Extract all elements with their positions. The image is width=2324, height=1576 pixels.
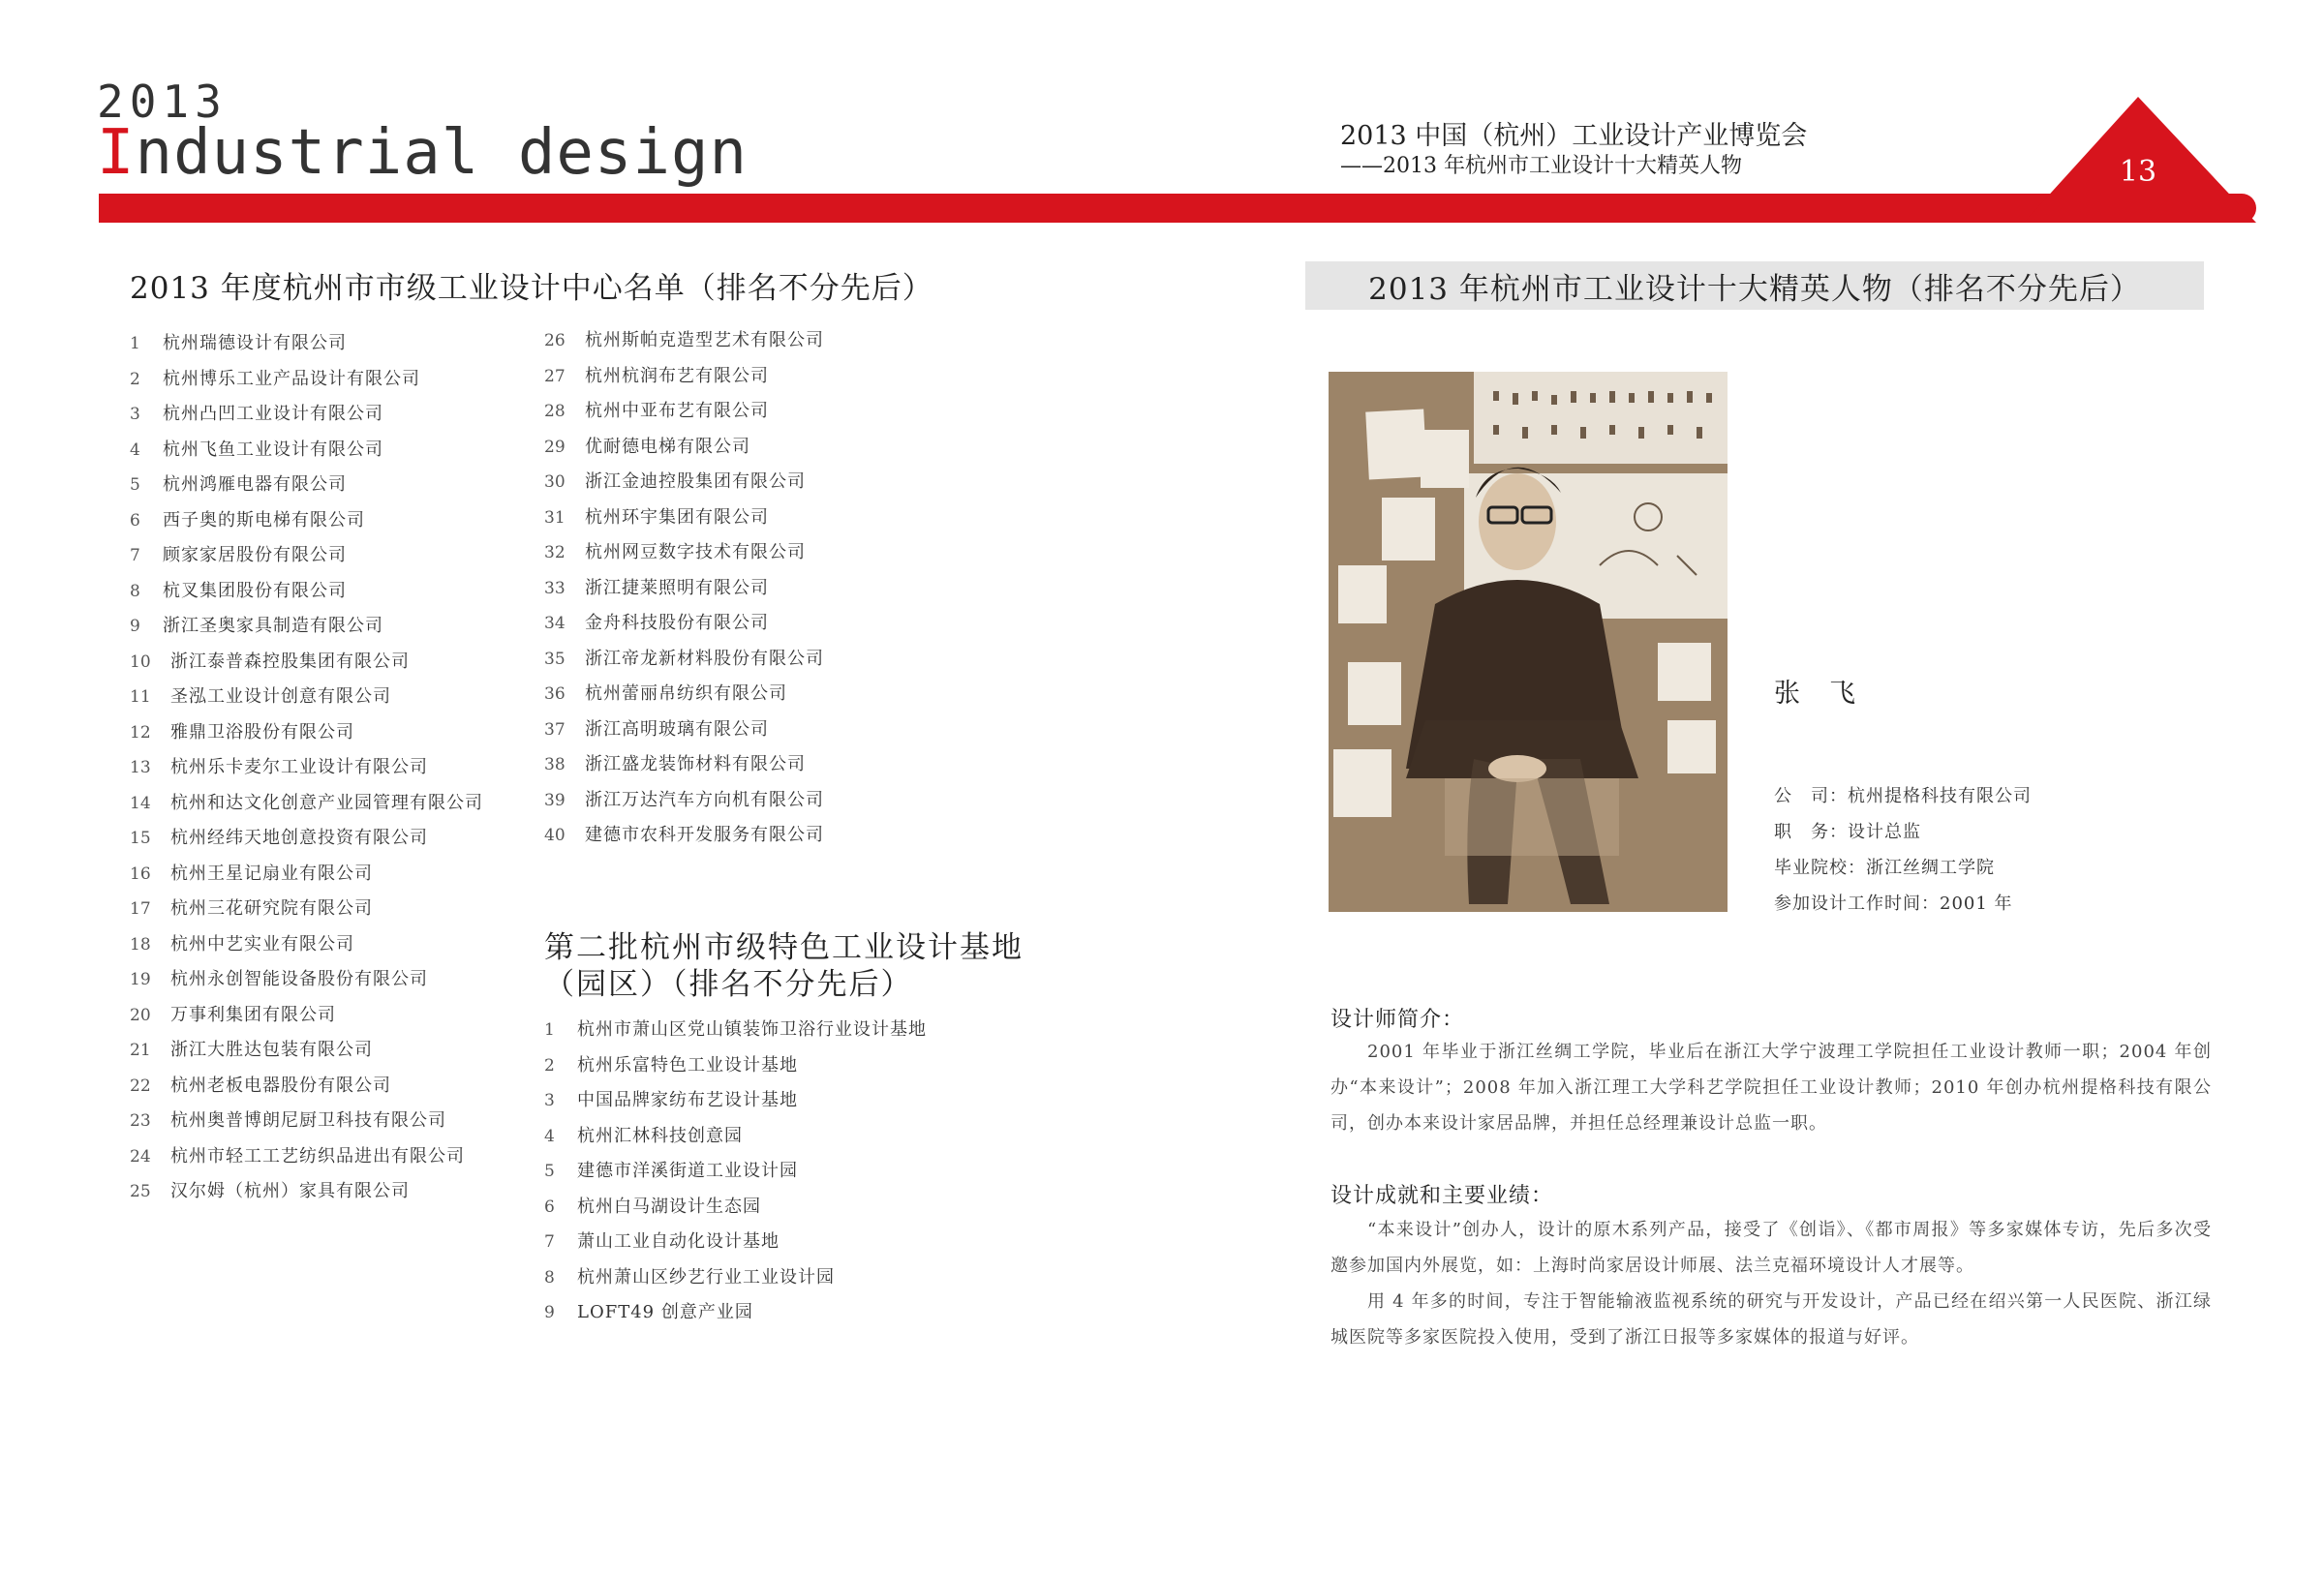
achievements-title: 设计成就和主要业绩： xyxy=(1330,1184,1554,1208)
list-item xyxy=(130,750,483,786)
list-item-name: 杭州鸿雁电器有限公司 xyxy=(163,474,347,495)
list-item-number: 32 xyxy=(544,543,566,562)
list-item-name: 杭州飞鱼工业设计有限公司 xyxy=(163,439,383,460)
list-item-number: 3 xyxy=(130,405,140,424)
intro-title: 设计师简介： xyxy=(1330,1008,1465,1032)
list-item-name: 杭州萧山区纱艺行业工业设计园 xyxy=(577,1266,835,1288)
list-item-name: 杭州永创智能设备股份有限公司 xyxy=(170,969,428,989)
brand-title-rest: ndustrial design xyxy=(135,117,749,189)
list-item-name: 圣泓工业设计创意有限公司 xyxy=(170,686,391,707)
list-item-number: 27 xyxy=(544,366,566,386)
list-item-number: 40 xyxy=(544,826,566,845)
list-item-name: 建德市农科开发服务有限公司 xyxy=(585,825,824,845)
elite-banner: 2013 年杭州市工业设计十大精英人物（排名不分先后） xyxy=(1305,261,2204,310)
list-item-number: 6 xyxy=(130,510,140,530)
list-item-number: 38 xyxy=(544,755,566,774)
list-item xyxy=(544,1190,927,1226)
list-item-name: 杭州斯帕克造型艺术有限公司 xyxy=(585,330,824,350)
list-item-number: 39 xyxy=(544,790,566,810)
list-item xyxy=(544,642,824,678)
brand-title xyxy=(97,117,749,189)
list-item-number: 30 xyxy=(544,472,566,492)
list-item-number: 11 xyxy=(130,687,151,707)
list-item-number: 6 xyxy=(544,1197,555,1217)
list-item-name: 杭州博乐工业产品设计有限公司 xyxy=(163,368,420,389)
list-item xyxy=(130,786,483,822)
list-item-name: 杭州蕾丽帛纺织有限公司 xyxy=(585,683,787,704)
list-item-name: 萧山工业自动化设计基地 xyxy=(577,1231,780,1252)
list-item xyxy=(130,927,483,963)
list-item-name: 杭州三花研究院有限公司 xyxy=(170,898,373,919)
list-item xyxy=(544,1083,927,1119)
list-item-number: 20 xyxy=(130,1005,151,1025)
list-item-name: 杭州市萧山区党山镇装饰卫浴行业设计基地 xyxy=(577,1019,927,1040)
list-item-name: 中国品牌家纺布艺设计基地 xyxy=(577,1090,798,1110)
list-item xyxy=(130,433,483,469)
list-item-name: 浙江圣奥家具制造有限公司 xyxy=(163,616,383,636)
list-item-number: 1 xyxy=(130,334,140,353)
person-info-row: 职 务：设计总监 xyxy=(1774,822,1921,842)
list-item-number: 33 xyxy=(544,578,566,598)
list-item-number: 10 xyxy=(130,652,151,672)
list-item-number: 26 xyxy=(544,331,566,350)
list-item xyxy=(130,1033,483,1069)
list-item-name: 杭州中亚布艺有限公司 xyxy=(585,401,769,421)
list-item xyxy=(544,535,824,571)
list-item-number: 7 xyxy=(544,1232,555,1252)
list-item-name: 浙江高明玻璃有限公司 xyxy=(585,718,769,740)
person-name: 张飞 xyxy=(1774,679,1884,709)
list-item-number: 15 xyxy=(130,829,151,848)
list-item xyxy=(544,1013,927,1048)
list-item-name: LOFT49 创意产业园 xyxy=(577,1302,753,1322)
list-item-number: 23 xyxy=(130,1111,151,1131)
list-item-name: 杭叉集团股份有限公司 xyxy=(163,580,347,601)
list-item xyxy=(544,1119,927,1155)
expo-title: 2013 中国（杭州）工业设计产业博览会 xyxy=(1340,121,1808,151)
list-item xyxy=(130,538,483,574)
expo-subtitle: ——2013 年杭州市工业设计十大精英人物 xyxy=(1340,154,1742,178)
list-item xyxy=(130,962,483,998)
achievements-paragraph-2: 用 4 年多的时间，专注于智能输液监视系统的研究与开发设计，产品已经在绍兴第一人民医院、浙江绿城医院等多家医院投入使用，受到了浙江日报等多家媒体的报道与好评。 xyxy=(1330,1291,2212,1348)
list-item xyxy=(130,821,483,857)
list-item xyxy=(130,715,483,751)
list-item xyxy=(130,1139,483,1175)
list-item-name: 杭州市轻工工艺纺织品进出有限公司 xyxy=(170,1145,465,1167)
list-item xyxy=(544,1295,927,1331)
person-info-row: 毕业院校：浙江丝绸工学院 xyxy=(1774,858,1995,878)
list-item-name: 万事利集团有限公司 xyxy=(170,1004,336,1025)
list-item-number: 24 xyxy=(130,1146,151,1167)
achievements-paragraph-1: “本来设计”创办人，设计的原木系列产品，接受了《创诣》、《都市周报》等多家媒体专访，先后多次受邀参加国内外展览，如：上海时尚家居设计师展、法兰克福环境设计人才展等。 xyxy=(1330,1220,2212,1276)
list-item-number: 7 xyxy=(130,546,140,565)
list-item xyxy=(544,783,824,819)
list-item-number: 8 xyxy=(544,1267,555,1288)
list-item xyxy=(130,680,483,715)
list-item-number: 2 xyxy=(130,369,140,389)
portrait-photo xyxy=(1329,372,1728,912)
list-item xyxy=(544,1225,927,1260)
list-item-number: 17 xyxy=(130,899,151,919)
centers-list-col2 xyxy=(544,323,824,854)
list-item xyxy=(544,818,824,854)
list-item-number: 18 xyxy=(130,934,151,955)
list-item-name: 杭州奥普博朗尼厨卫科技有限公司 xyxy=(170,1110,446,1131)
list-item-name: 杭州汇林科技创意园 xyxy=(577,1125,743,1146)
centers-list-col1 xyxy=(130,326,483,1210)
person-info-row: 参加设计工作时间：2001 年 xyxy=(1774,894,2013,914)
list-item xyxy=(544,394,824,430)
list-item xyxy=(544,430,824,466)
list-item xyxy=(130,609,483,645)
list-item-name: 杭州瑞德设计有限公司 xyxy=(163,333,347,353)
list-item-name: 杭州环宇集团有限公司 xyxy=(585,506,769,528)
list-item-number: 34 xyxy=(544,614,566,633)
list-item xyxy=(544,571,824,607)
intro-text: 2001 年毕业于浙江丝绸工学院，毕业后在浙江大学宁波理工学院担任工业设计教师一职；2004 年创办“本来设计”；2008 年加入浙江理工大学科艺学院担任工业设计教师；2010 年创办杭州提格科技有限公司，创办本来设计家居品牌，并担任总经理兼设计总监一职。 xyxy=(1330,1042,2212,1134)
list-item xyxy=(544,1154,927,1190)
list-item-name: 汉尔姆（杭州）家具有限公司 xyxy=(170,1181,410,1201)
list-item xyxy=(130,503,483,539)
person-info-row: 公 司：杭州提格科技有限公司 xyxy=(1774,786,2032,806)
list-item-name: 杭州经纬天地创意投资有限公司 xyxy=(170,828,428,848)
centers-heading: 2013 年度杭州市市级工业设计中心名单（排名不分先后） xyxy=(130,271,933,306)
list-item-name: 杭州乐卡麦尔工业设计有限公司 xyxy=(170,757,428,777)
brand-year: 2013 xyxy=(97,76,228,128)
list-item-name: 杭州老板电器股份有限公司 xyxy=(170,1075,391,1096)
list-item-number: 28 xyxy=(544,402,566,421)
list-item-name: 浙江捷莱照明有限公司 xyxy=(585,577,769,598)
list-item-number: 9 xyxy=(130,617,140,636)
list-item-number: 13 xyxy=(130,758,151,777)
list-item-number: 22 xyxy=(130,1076,151,1096)
list-item xyxy=(130,892,483,927)
header-red-bar xyxy=(99,194,2256,223)
list-item-number: 35 xyxy=(544,649,566,669)
portrait-illustration xyxy=(1329,372,1728,912)
list-item xyxy=(544,323,824,359)
list-item xyxy=(544,1260,927,1296)
list-item-name: 优耐德电梯有限公司 xyxy=(585,436,750,457)
list-item-number: 5 xyxy=(544,1162,555,1181)
list-item xyxy=(544,500,824,536)
list-item-name: 浙江大胜达包装有限公司 xyxy=(170,1040,373,1060)
bases-list xyxy=(544,1013,927,1331)
list-item xyxy=(544,677,824,712)
list-item-name: 浙江泰普森控股集团有限公司 xyxy=(170,651,410,672)
list-item xyxy=(130,857,483,893)
list-item-number: 3 xyxy=(544,1091,555,1110)
list-item-name: 杭州王星记扇业有限公司 xyxy=(170,863,373,884)
list-item-name: 西子奥的斯电梯有限公司 xyxy=(163,509,365,530)
list-item-name: 杭州杭润布艺有限公司 xyxy=(585,365,769,386)
list-item xyxy=(130,326,483,362)
list-item-name: 杭州网豆数字技术有限公司 xyxy=(585,542,806,562)
list-item xyxy=(130,574,483,610)
list-item xyxy=(544,712,824,748)
page-number: 13 xyxy=(2119,155,2157,189)
list-item xyxy=(130,362,483,398)
list-item-number: 16 xyxy=(130,864,151,884)
list-item-number: 4 xyxy=(544,1126,555,1146)
list-item xyxy=(544,1048,927,1084)
list-item xyxy=(130,1174,483,1210)
list-item-name: 雅鼎卫浴股份有限公司 xyxy=(170,721,354,743)
list-item xyxy=(130,468,483,503)
list-item-name: 顾家家居股份有限公司 xyxy=(163,545,347,565)
list-item-name: 建德市洋溪街道工业设计园 xyxy=(577,1161,798,1181)
list-item-name: 杭州白马湖设计生态园 xyxy=(577,1196,761,1217)
list-item-number: 8 xyxy=(130,581,140,601)
list-item-name: 浙江帝龙新材料股份有限公司 xyxy=(585,648,824,669)
list-item-name: 浙江万达汽车方向机有限公司 xyxy=(585,789,824,810)
list-item-number: 1 xyxy=(544,1020,555,1040)
list-item-name: 杭州和达文化创意产业园管理有限公司 xyxy=(170,792,483,813)
list-item xyxy=(130,1104,483,1139)
list-item-number: 12 xyxy=(130,722,151,743)
list-item-number: 4 xyxy=(130,439,140,460)
list-item-number: 5 xyxy=(130,475,140,495)
list-item-number: 21 xyxy=(130,1041,151,1060)
list-item-number: 31 xyxy=(544,507,566,528)
list-item xyxy=(130,998,483,1034)
list-item-number: 2 xyxy=(544,1055,555,1076)
list-item xyxy=(544,747,824,783)
list-item-number: 19 xyxy=(130,970,151,989)
list-item xyxy=(130,397,483,433)
list-item xyxy=(544,359,824,395)
list-item-name: 杭州凸凹工业设计有限公司 xyxy=(163,404,383,424)
list-item-number: 36 xyxy=(544,684,566,704)
person-info xyxy=(1774,778,2032,922)
list-item-number: 37 xyxy=(544,719,566,740)
list-item-name: 杭州中艺实业有限公司 xyxy=(170,933,354,955)
list-item-number: 9 xyxy=(544,1303,555,1322)
list-item-number: 29 xyxy=(544,437,566,457)
list-item-name: 金舟科技股份有限公司 xyxy=(585,613,769,633)
brand-title-initial: I xyxy=(97,117,136,189)
list-item-number: 14 xyxy=(130,793,151,813)
list-item-name: 杭州乐富特色工业设计基地 xyxy=(577,1054,798,1076)
list-item xyxy=(544,606,824,642)
list-item xyxy=(130,645,483,681)
list-item xyxy=(544,465,824,500)
bases-heading: 第二批杭州市级特色工业设计基地（园区）（排名不分先后） xyxy=(544,930,1024,1002)
list-item-name: 浙江金迪控股集团有限公司 xyxy=(585,471,806,492)
list-item-number: 25 xyxy=(130,1182,151,1201)
list-item xyxy=(130,1069,483,1105)
list-item-name: 浙江盛龙装饰材料有限公司 xyxy=(585,754,806,774)
